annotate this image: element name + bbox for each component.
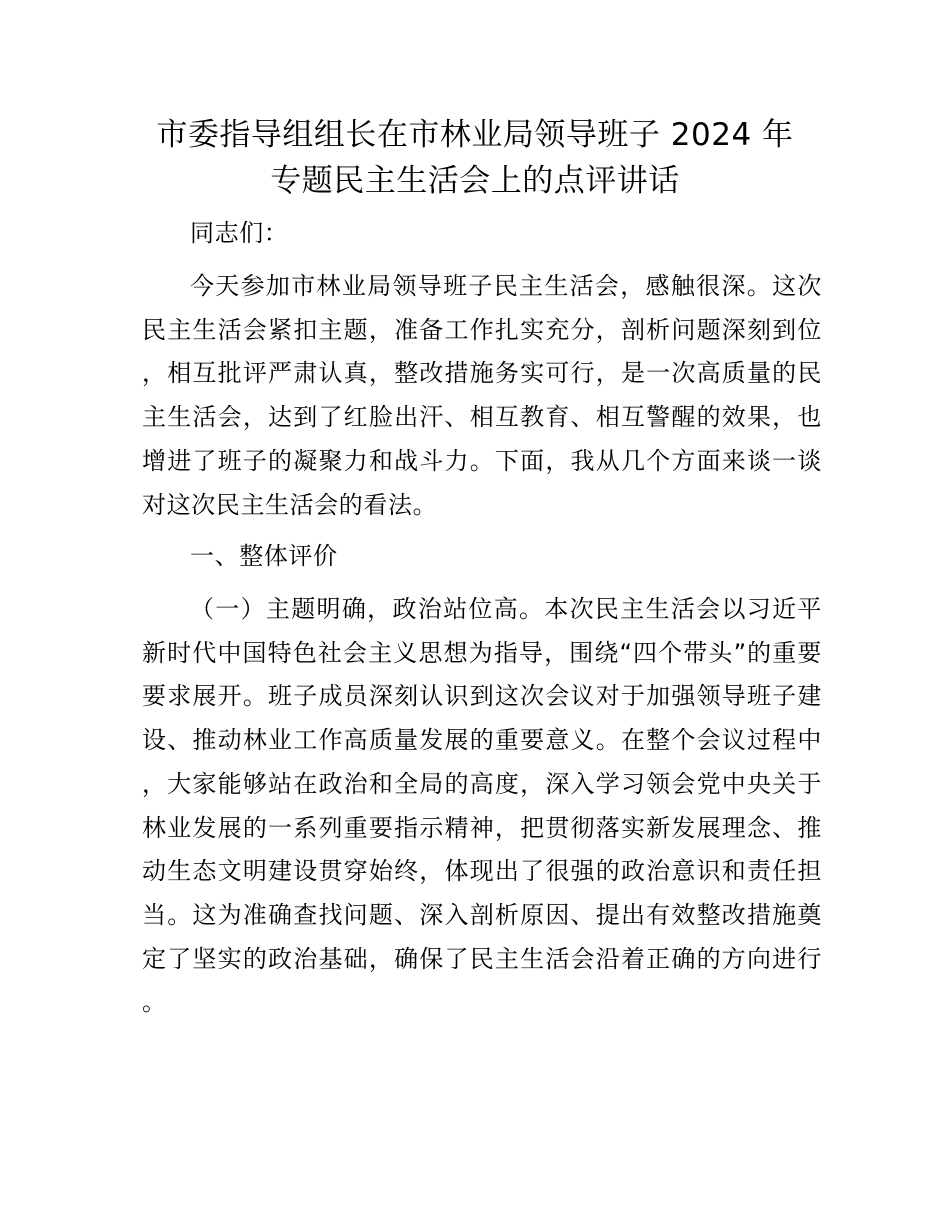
body-paragraph-section-1: （一）主题明确，政治站位高。本次民主生活会以习近平新时代中国特色社会主义思想为指导，围绕“四个带头”的重要要求展开。班子成员深刻认识到这次会议对于加强领导班子建设、推动林业工作高质量发展的重要意义。在整个会议过程中，大家能够站在政治和全局的高度，深入学习领会党中央关于林业发展的一系列重要指示精神，把贯彻落实新发展理念、推动生态文明建设贯穿始终，体现出了很强的政治意识和责任担当。这为准确查找问题、深入剖析原因、提出有效整改措施奠定了坚实的政治基础，确保了民主生活会沿着正确的方向进行。: [142, 595, 822, 1017]
document-title-line-1: 市委指导组组长在市林业局领导班子 2024 年: [156, 117, 794, 153]
section-heading: 一、整体评价: [190, 542, 338, 570]
salutation: 同志们：: [190, 219, 289, 247]
body-paragraph-intro: 今天参加市林业局领导班子民主生活会，感触很深。这次民主生活会紧扣主题，准备工作扎实充分，剖析问题深刻到位，相互批评严肃认真，整改措施务实可行，是一次高质量的民主生活会，达到了红脸出汗、相互教育、相互警醒的效果，也增进了班子的凝聚力和战斗力。下面，我从几个方面来谈一谈对这次民主生活会的看法。: [142, 272, 822, 519]
document-title-line-2: 专题民主生活会上的点评讲话: [270, 163, 680, 199]
